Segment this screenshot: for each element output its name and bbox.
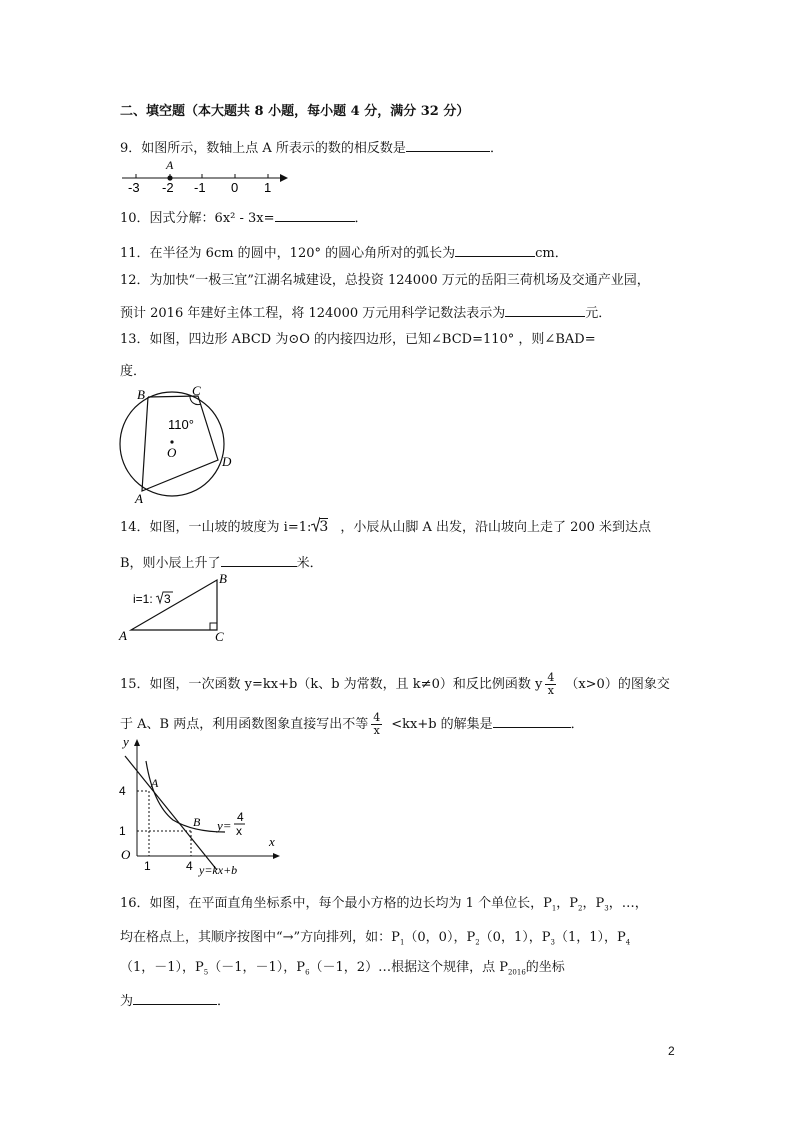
label-a: A — [135, 491, 143, 506]
q14-sqrt-arg: 3 — [319, 519, 329, 535]
number-line-arrow-icon — [280, 174, 288, 182]
tick-label: -3 — [128, 180, 140, 194]
origin-label: O — [121, 847, 131, 862]
angle-label: 110° — [168, 417, 194, 432]
quadrilateral-abcd — [142, 396, 218, 491]
y-axis-arrow-icon — [134, 739, 140, 746]
q9-end: ． — [489, 141, 503, 156]
q11-text: 11．在半径为 6cm 的圆中，120° 的圆心角所对的弧长为 — [120, 246, 456, 261]
tick-label: -2 — [162, 180, 174, 194]
label-c: C — [215, 629, 224, 642]
q12-end: 元． — [585, 306, 612, 321]
q11-answer-blank[interactable] — [455, 242, 535, 257]
linear-function-line — [125, 756, 217, 870]
axis-y-label: y — [123, 734, 129, 749]
q14-text-a: 14．如图，一山坡的坡度为 i=1: — [120, 520, 312, 535]
slope-ratio-label: i=1: — [133, 592, 153, 606]
q9-answer-blank[interactable] — [406, 137, 490, 152]
tick-label: -1 — [194, 180, 206, 194]
tick-label: 1 — [264, 180, 272, 194]
q16-answer-blank[interactable] — [133, 990, 217, 1005]
label-c: C — [192, 386, 201, 398]
q14-sqrt — [311, 518, 328, 536]
q15-fraction: $\frac{4}{x}$ — [547, 671, 555, 697]
question-15-line-1 — [120, 672, 670, 697]
q12-text: 预计 2016 年建好主体工程，将 124000 万元用科学记数法表示为 — [120, 306, 506, 321]
q10-end: ． — [354, 211, 368, 226]
circle-o — [120, 392, 224, 496]
question-16-line-3: （1，－1），$P_5(-1$，－1），$P_6(-1$，2）…根据这个规律，点 $P_{2016}$的坐标 — [120, 960, 565, 977]
page-number: 2 — [668, 1044, 675, 1058]
question-14-line-1 — [120, 518, 651, 537]
q9-text: 9．如图所示，数轴上点 A 所表示的数的相反数是 — [120, 141, 406, 156]
point-a-label: A — [151, 776, 159, 790]
q15-fraction-2: $\frac{4}{x}$ — [373, 711, 381, 737]
q14-text-c: B，则小辰上升了 — [120, 556, 221, 571]
q15-end: ． — [570, 717, 584, 732]
question-16-line-1: 16．如图，在平面直角坐标系中，每个最小方格的边长均为 1 个单位长，$P_1$，$P_2$，$P_3$，…， — [120, 896, 648, 913]
line-label: y=kx+b — [199, 863, 238, 877]
question-13-line-2: 度． — [120, 364, 147, 379]
question-10 — [120, 207, 368, 228]
curve-label: y= — [217, 818, 232, 833]
q14-end: 米． — [296, 556, 323, 571]
q12-answer-blank[interactable] — [505, 302, 585, 317]
question-13-line-1: 13．如图，四边形 ABCD 为⊙O 的内接四边形，已知∠BCD=110° ，则∠BAD= — [120, 332, 596, 347]
label-b: B — [137, 387, 145, 402]
q10-answer-blank[interactable] — [275, 207, 355, 222]
q13-circle-figure — [112, 386, 242, 506]
q14-text-b: ，小辰从山脚 A 出发，沿山坡向上走了 200 米到达点 — [340, 520, 652, 535]
question-12-line-1: 12．为加快“一极三宜”江湖名城建设，总投资 124000 万元的岳阳三荷机场及交通产业园， — [120, 273, 650, 288]
tick-x-4: 4 — [186, 859, 193, 873]
question-16-line-2: 均在格点上，其顺序按图中“→”方向排列，如：$P_1(0$，0），$P_2(0$，1），$P_3(1$，1），$P_4$ — [120, 930, 631, 947]
curve-label-num: 4 — [237, 810, 244, 824]
q15-function-graph-figure — [113, 734, 283, 884]
point-b-label: B — [193, 815, 201, 829]
tick-y-1: 1 — [119, 824, 126, 838]
question-11 — [120, 242, 568, 263]
q15-answer-blank[interactable] — [493, 713, 571, 728]
q15-text-c: 于 A、B 两点，利用函数图象直接写出不等 — [120, 717, 369, 732]
label-o: O — [167, 445, 177, 460]
label-b: B — [219, 571, 227, 586]
question-9 — [120, 137, 503, 158]
q11-end: cm． — [535, 246, 568, 261]
axis-x-label: x — [269, 834, 275, 849]
curve-label-den: x — [236, 824, 242, 838]
q9-number-line-figure — [120, 158, 290, 194]
q15-text-d: <kx+b 的解集是 — [391, 717, 493, 732]
q14-slope-figure — [117, 570, 237, 642]
question-16-line-4: 为 ． — [120, 990, 230, 1011]
label-d: D — [222, 454, 232, 469]
slope-sqrt-arg: 3 — [164, 592, 171, 606]
tick-x-1: 1 — [144, 859, 151, 873]
q15-text-b: （x>0）的图象交 — [565, 677, 670, 692]
q10-text: 10．因式分解：6x² - 3x= — [120, 211, 275, 226]
x-axis-arrow-icon — [273, 853, 280, 859]
question-12-line-2 — [120, 302, 611, 323]
q14-answer-blank[interactable] — [221, 552, 297, 567]
center-point — [170, 440, 173, 443]
section-heading: 二、填空题（本大题共 8 小题，每小题 4 分，满分 32 分） — [120, 104, 470, 119]
q15-text-a: 15．如图，一次函数 y=kx+b（k、b 为常数，且 k≠0）和反比例函数 y — [120, 677, 543, 692]
label-a: A — [119, 628, 127, 642]
tick-label: 0 — [231, 180, 239, 194]
tick-y-4: 4 — [119, 784, 126, 798]
point-a-label: A — [166, 158, 174, 172]
